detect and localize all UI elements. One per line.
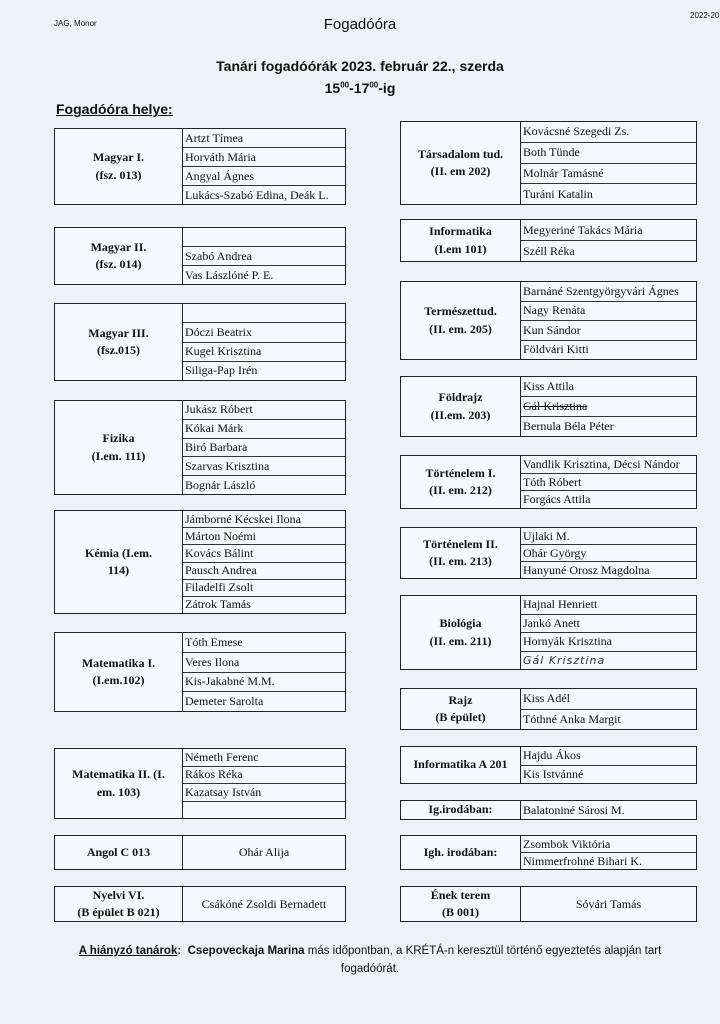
- right-block-2: [400, 281, 697, 360]
- teacher-row: Hajnal Henriett: [521, 596, 696, 615]
- missing-teachers-label: A hiányzó tanárok: [78, 945, 178, 957]
- teacher-row: Vas Lászlóné P. E.: [185, 267, 274, 282]
- teacher-row: Jukász Róbert: [183, 401, 345, 420]
- teacher-row: Vandlik Krisztina, Décsi Nándor: [521, 456, 696, 474]
- room-label: Ig.irodában:: [401, 801, 521, 819]
- school-year: 2022-20: [690, 11, 720, 20]
- teacher-list: [521, 528, 696, 578]
- teacher-row: Siliga-Pap Irén: [185, 363, 258, 378]
- teacher-row: Németh Ferenc: [183, 749, 345, 767]
- footer-text: más időpontban, a KRÉTÁ-n keresztül történő egyeztetés alapján tart fogadóórát.: [304, 945, 662, 975]
- teacher-row: Szabó Andrea: [183, 247, 345, 266]
- teacher-row: Hajdu Ákos: [521, 747, 696, 766]
- teacher-row: Horváth Mária: [183, 148, 345, 167]
- teacher-row: Jankó Anett: [521, 615, 696, 634]
- time-start-minutes: 00: [340, 80, 350, 90]
- left-block-5: [54, 632, 346, 712]
- teacher-row: Kiss Adél: [521, 689, 696, 710]
- teacher-row: Veres Ilona: [183, 653, 345, 673]
- teacher-list: [521, 282, 696, 359]
- teacher-list: [183, 129, 345, 204]
- document-title: Fogadóóra: [323, 16, 397, 33]
- room-label: Angol C 013: [55, 836, 183, 869]
- right-block-6: [400, 595, 697, 670]
- room-label: Nyelvi VI. (B épület B 021): [55, 887, 183, 921]
- room-label: Kémia (I.em. 114): [55, 511, 183, 613]
- teacher-row: Balatoniné Sárosi M.: [523, 802, 625, 817]
- left-block-3: [54, 400, 346, 495]
- teacher-name: Csákóné Zsoldi Bernadett: [201, 896, 327, 911]
- teacher-row: Rákos Réka: [183, 767, 345, 785]
- teacher-row: Hornyák Krisztina: [521, 633, 696, 652]
- room-label: Matematika II. (I. em. 103): [55, 749, 183, 818]
- right-block-9: [400, 800, 697, 820]
- teacher-list: [183, 401, 345, 494]
- handwritten-teacher-row: Gál Krisztina: [523, 653, 606, 667]
- teacher-row: Kiss Attila: [521, 377, 696, 397]
- room-label: Történelem II. (II. em. 213): [401, 528, 521, 578]
- left-block-4: [54, 510, 346, 614]
- teacher-row: Ohár György: [521, 545, 696, 562]
- teacher-name: Ohár Alija: [238, 845, 290, 859]
- right-block-7: [400, 688, 697, 730]
- room-label: Ének terem (B 001): [401, 887, 521, 921]
- teacher-row: Angyal Ágnes: [183, 167, 345, 186]
- room-label: Biológia (II. em. 211): [401, 596, 521, 669]
- teacher-row: Turáni Katalin: [523, 186, 593, 201]
- time-range: [0, 80, 720, 96]
- room-label: Informatika A 201: [401, 747, 521, 783]
- room-label: Matematika I. (I.em.102): [55, 633, 183, 711]
- teacher-row: [183, 802, 345, 819]
- teacher-list: [521, 747, 696, 783]
- teacher-list: [521, 596, 696, 669]
- room-label: Magyar II. (fsz. 014): [55, 228, 183, 284]
- teacher-row: Filadelfi Zsolt: [183, 580, 345, 597]
- left-block-7: [54, 835, 346, 870]
- left-block-2: [54, 303, 346, 381]
- teacher-row: Bernula Béla Péter: [523, 419, 614, 433]
- page-title: Tanári fogadóórák 2023. február 22., szerda: [216, 58, 504, 74]
- right-block-5: [400, 527, 697, 579]
- teacher-row: Kis Istvánné: [523, 766, 584, 781]
- teacher-row: Hanyuné Orosz Magdolna: [523, 562, 650, 577]
- right-block-8: [400, 746, 697, 784]
- teacher-row: Kókai Márk: [183, 420, 345, 439]
- teacher-row: Szarvas Krisztina: [183, 457, 345, 476]
- teacher-list: [521, 220, 696, 261]
- teacher-list: [521, 122, 696, 204]
- teacher-list: [521, 801, 696, 819]
- room-label: Természettud. (II. em. 205): [401, 282, 521, 359]
- teacher-row: Tóth Emese: [183, 633, 345, 653]
- teacher-row: Kun Sándor: [521, 321, 696, 341]
- teacher-row: Nimmerfrohné Bihari K.: [523, 853, 642, 868]
- right-block-1: [400, 219, 697, 262]
- teacher-row: Artzt Tímea: [183, 129, 345, 148]
- teacher-row: Márton Noémi: [183, 528, 345, 545]
- teacher-row: Forgács Attila: [523, 492, 591, 507]
- teacher-row: Nagy Renáta: [521, 302, 696, 322]
- teacher-row: Kugel Krisztina: [183, 343, 345, 362]
- left-block-8: [54, 886, 346, 922]
- left-block-1: [54, 227, 346, 285]
- room-label: Fizika (I.em. 111): [55, 401, 183, 494]
- missing-teacher-name: Csepoveckaja Marina: [187, 945, 305, 957]
- left-block-0: [54, 128, 346, 205]
- teacher-row: Kovács Bálint: [183, 545, 345, 562]
- teacher-list: [521, 836, 696, 869]
- teacher-row: Biró Barbara: [183, 439, 345, 458]
- teacher-row: Zátrok Tamás: [185, 597, 251, 612]
- place-heading: Fogadóóra helye:: [56, 101, 173, 117]
- teacher-row: Megyeriné Takács Mária: [521, 220, 696, 241]
- school-name: JAG, Monor: [54, 19, 97, 28]
- teacher-list: [521, 689, 696, 729]
- time-end: 17: [353, 80, 370, 96]
- teacher-list: [183, 304, 345, 380]
- right-block-3: [400, 376, 697, 437]
- teacher-row: Bognár László: [185, 477, 256, 492]
- teacher-row: Jámborné Kécskei Ilona: [183, 511, 345, 528]
- teacher-list: [521, 377, 696, 436]
- teacher-list: [183, 749, 345, 818]
- right-block-11: [400, 886, 697, 922]
- teacher-row: [183, 304, 345, 323]
- right-block-0: [400, 121, 697, 205]
- teacher-row: Molnár Tamásné: [521, 164, 696, 185]
- room-label: Igh. irodában:: [401, 836, 521, 869]
- teacher-list: [183, 228, 345, 284]
- room-label: Magyar III. (fsz.015): [55, 304, 183, 380]
- teacher-row: Kis-Jakabné M.M.: [183, 673, 345, 693]
- teacher-list: [183, 633, 345, 711]
- teacher-row: Lukács-Szabó Edina, Deák L.: [185, 187, 329, 202]
- teacher-row: Ujlaki M.: [521, 528, 696, 545]
- room-label: Magyar I. (fsz. 013): [55, 129, 183, 204]
- teacher-row: Földvári Kitti: [523, 342, 589, 357]
- teacher-list: [521, 456, 696, 508]
- teacher-row: Tóthné Anka Margit: [523, 711, 621, 726]
- teacher-row: Széll Réka: [523, 243, 575, 258]
- teacher-row: Gál Krisztina: [521, 397, 696, 417]
- right-block-4: [400, 455, 697, 509]
- teacher-row: Demeter Sarolta: [185, 694, 264, 709]
- time-suffix: -ig: [378, 80, 396, 96]
- time-start: 15: [324, 80, 341, 96]
- time-separator: -: [349, 80, 354, 96]
- time-end-minutes: 00: [369, 80, 379, 90]
- teacher-row: Kovácsné Szegedi Zs.: [521, 122, 696, 143]
- teacher-row: Zsombok Viktória: [521, 836, 696, 853]
- teacher-list: [183, 511, 345, 613]
- teacher-name: Sóvári Tamás: [575, 896, 642, 911]
- left-block-6: [54, 748, 346, 819]
- room-label: Földrajz (II.em. 203): [401, 377, 521, 436]
- teacher-row: Barnáné Szentgyörgyvári Ágnes: [521, 282, 696, 302]
- teacher-row: Tóth Róbert: [521, 474, 696, 492]
- teacher-row: Both Tünde: [521, 143, 696, 164]
- teacher-row: [183, 228, 345, 247]
- room-label: Történelem I. (II. em. 212): [401, 456, 521, 508]
- footer-colon: :: [177, 945, 182, 957]
- teacher-row: Kazatsay István: [183, 784, 345, 802]
- right-block-10: [400, 835, 697, 870]
- room-label: Rajz (B épület): [401, 689, 521, 729]
- teacher-row: Dóczi Beatrix: [183, 323, 345, 342]
- footer-note: [60, 943, 680, 979]
- teacher-row: Pausch Andrea: [183, 563, 345, 580]
- room-label: Informatika (I.em 101): [401, 220, 521, 261]
- room-label: Társadalom tud. (II. em 202): [401, 122, 521, 204]
